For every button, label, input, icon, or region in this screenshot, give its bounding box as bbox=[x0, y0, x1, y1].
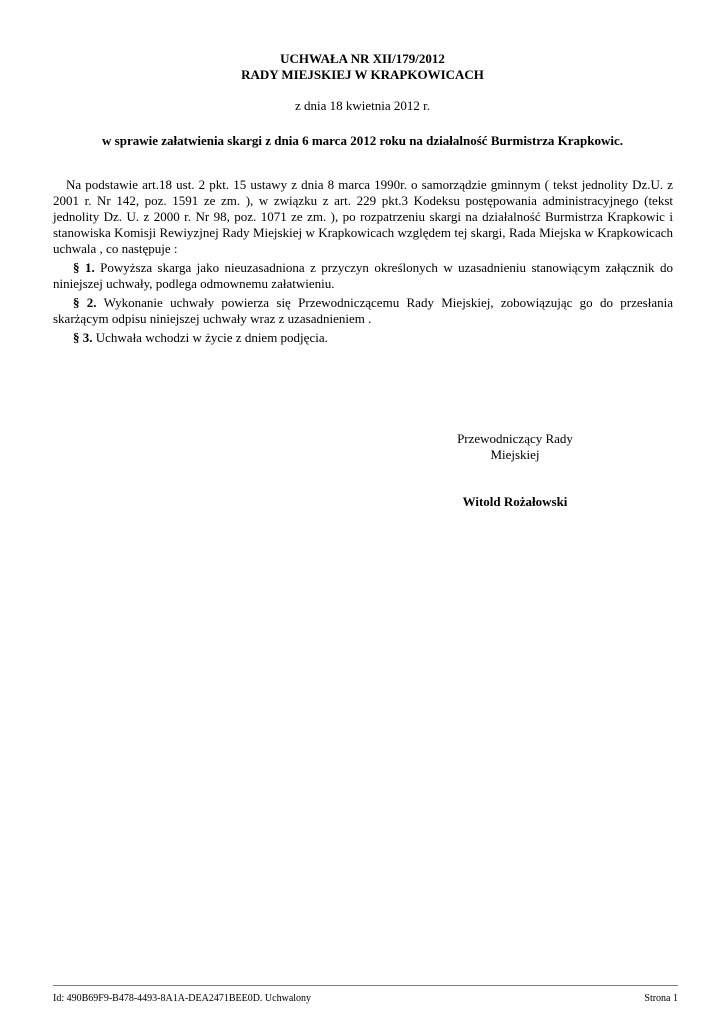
footer-divider bbox=[53, 985, 678, 986]
resolution-date: z dnia 18 kwietnia 2012 r. bbox=[294, 98, 431, 113]
signer-name: Witold Rożałowski bbox=[462, 494, 568, 509]
signature-role bbox=[430, 431, 600, 463]
resolution-subject: w sprawie załatwienia skargi z dnia 6 marca 2012 roku na działalność Burmistrza Krapkowic. bbox=[102, 133, 623, 148]
signature-role-line2: Miejskiej bbox=[490, 447, 540, 462]
paragraph-1 bbox=[53, 260, 673, 292]
footer-page-number: Strona 1 bbox=[644, 993, 678, 1004]
paragraph-2-label: § 2. bbox=[73, 295, 97, 310]
paragraph-1-label: § 1. bbox=[73, 260, 95, 275]
title-line-council: RADY MIEJSKIEJ W KRAPKOWICACH bbox=[241, 67, 484, 82]
paragraph-3-text: Uchwała wchodzi w życie z dniem podjęcia. bbox=[92, 330, 328, 345]
paragraph-3 bbox=[53, 330, 673, 346]
title-line-number: UCHWAŁA NR XII/179/2012 bbox=[280, 51, 445, 66]
paragraph-2 bbox=[53, 295, 673, 327]
intro-paragraph: Na podstawie art.18 ust. 2 pkt. 15 ustawy z dnia 8 marca 1990r. o samorządzie gminnym ( tekst jednolity Dz.U. z 2001 r. Nr 142, poz. 1591 ze zm. ), w związku z art. 229 pkt.3 Kodeksu postępowania administracyjnego (tekst jednolity Dz. U. z 2000 r. Nr 98, poz. 1071 ze zm. ), po rozpatrzeniu skargi na działalność Burmistrza Krapkowic i stanowiska Komisji Rewiyzjnej Rady Miejskiej w Krapkowicach względem tej skargi, Rada Miejska w Krapkowicach uchwala , co następuje : bbox=[53, 177, 673, 256]
resolution-body bbox=[53, 177, 673, 346]
resolution-title bbox=[0, 51, 725, 83]
signature-role-line1: Przewodniczący Rady bbox=[457, 431, 573, 446]
footer-document-id: Id: 490B69F9-B478-4493-8A1A-DEA2471BEE0D. Uchwalony bbox=[53, 993, 312, 1004]
paragraph-1-text: Powyższa skarga jako nieuzasadniona z przyczyn określonych w uzasadnieniu stanowiącym załącznik do niniejszej uchwały, podlega odmownemu załatwieniu. bbox=[53, 260, 673, 291]
paragraph-3-label: § 3. bbox=[73, 330, 93, 345]
paragraph-2-text: Wykonanie uchwały powierza się Przewodniczącemu Rady Miejskiej, zobowiązując go do przesłania skarżącym odpisu niniejszej uchwały wraz z uzasadnieniem . bbox=[53, 295, 673, 326]
